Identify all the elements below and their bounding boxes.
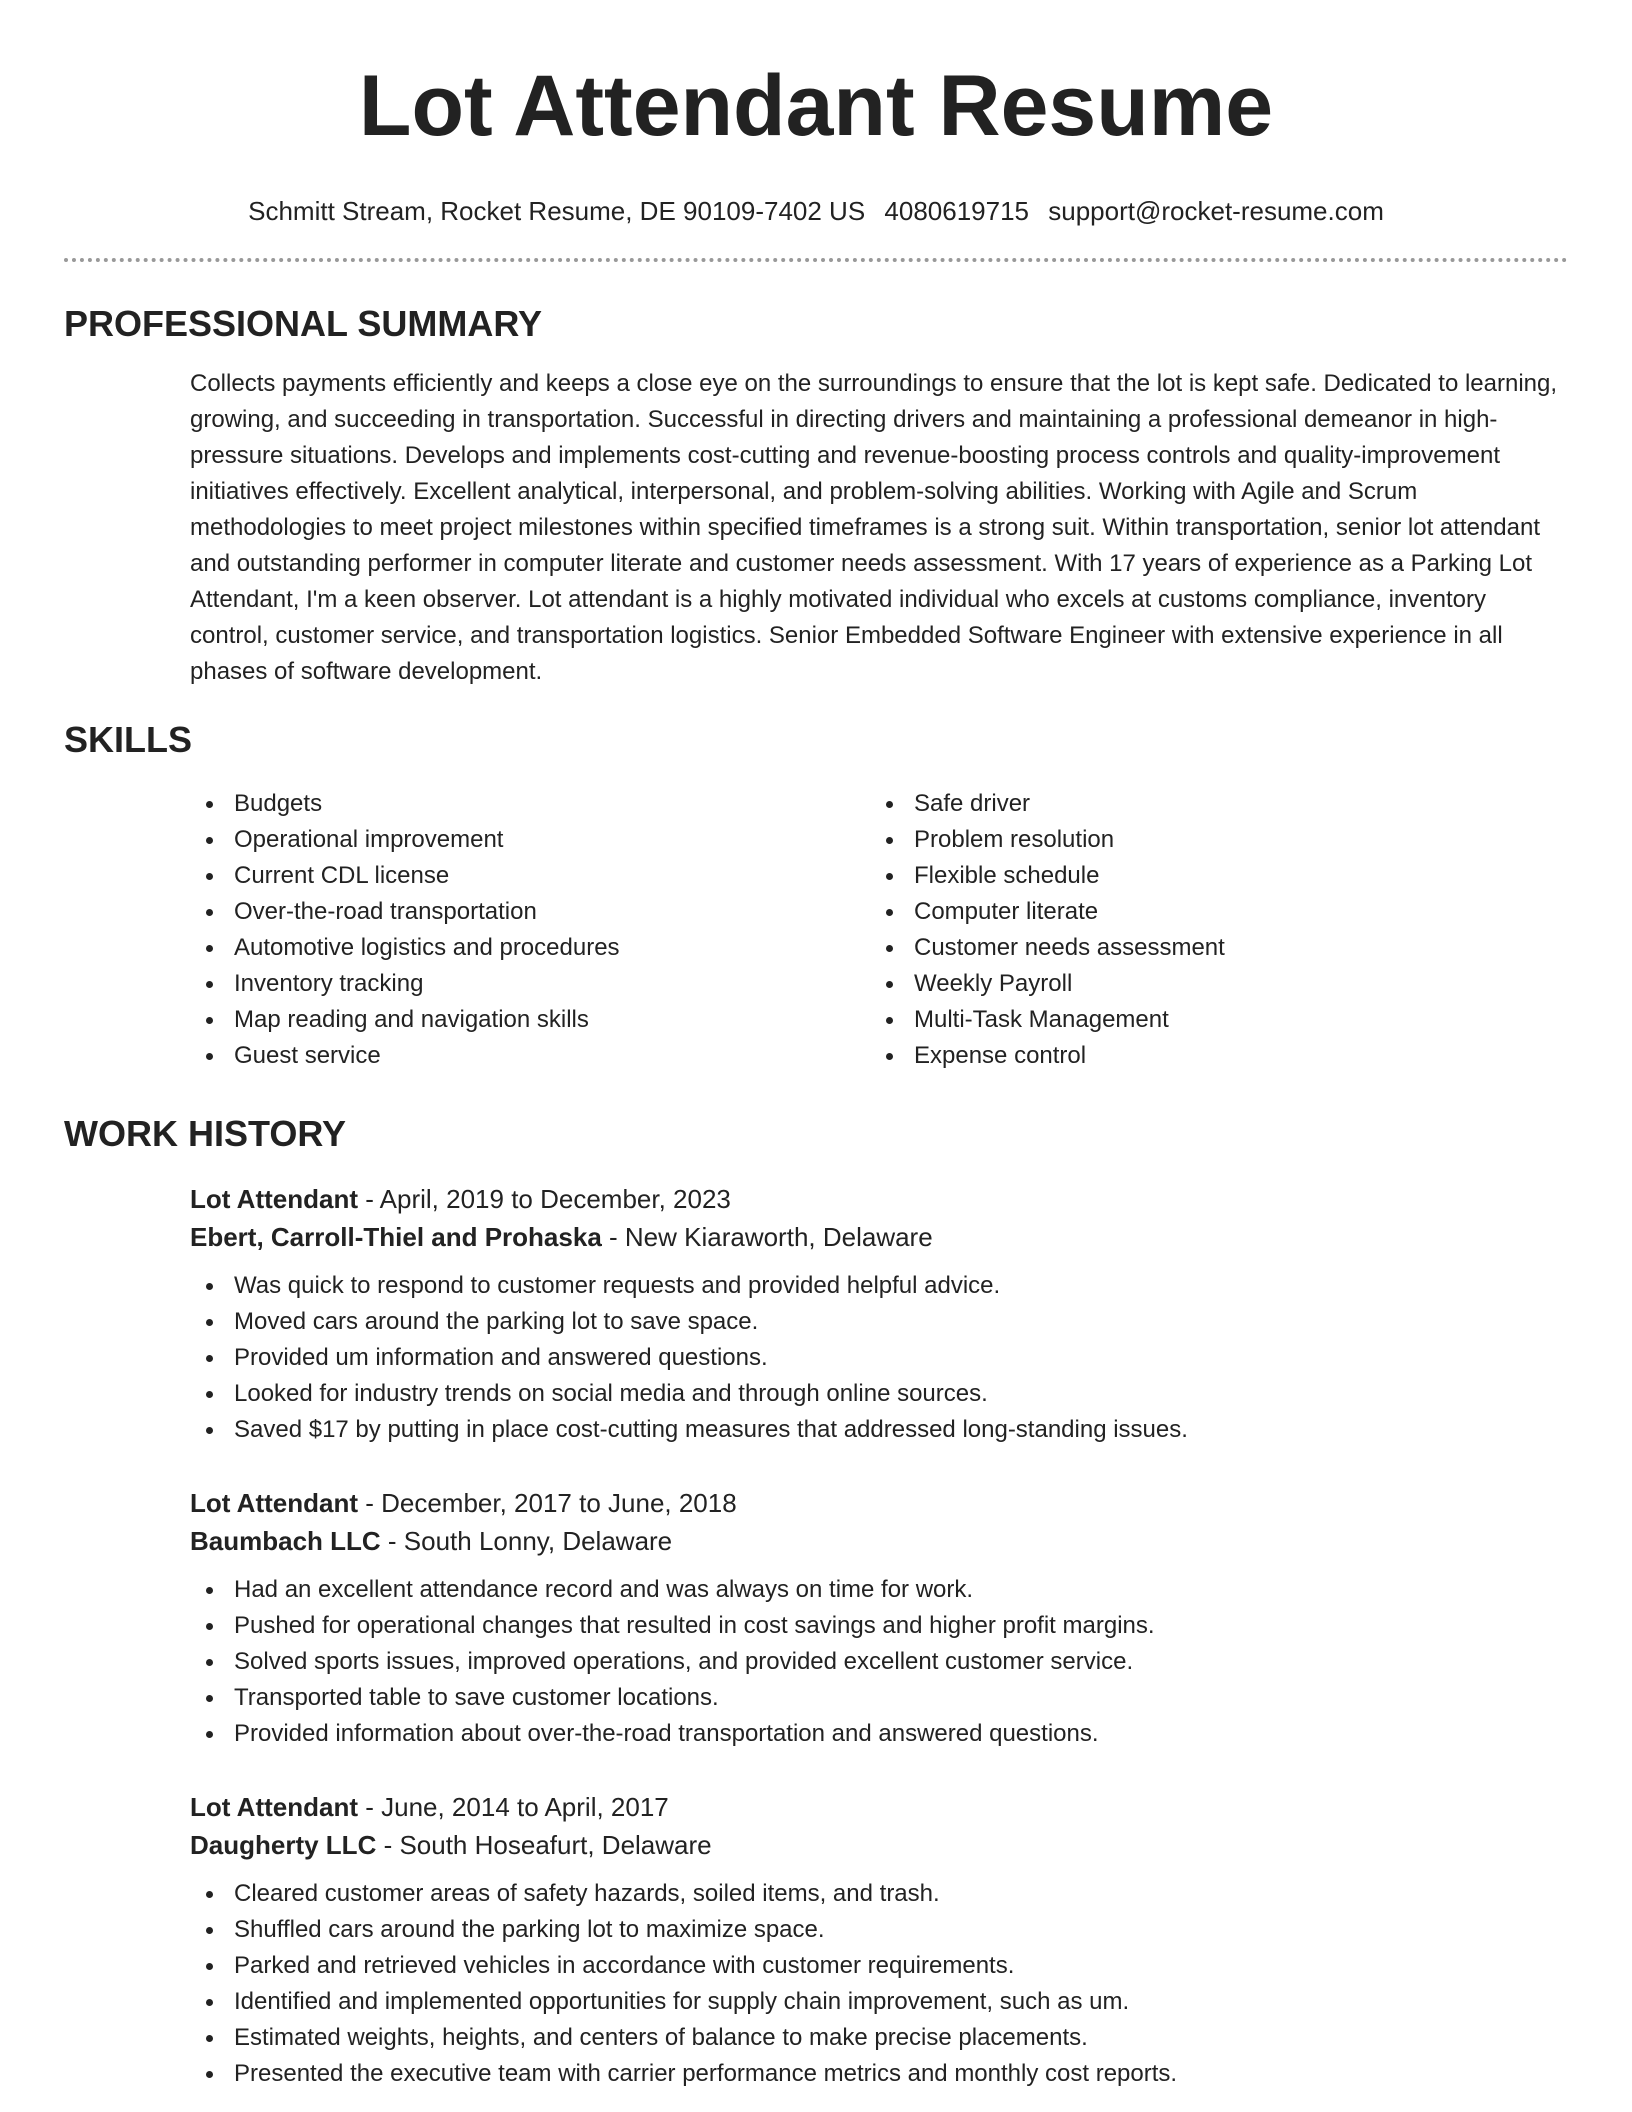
job-bullet: Shuffled cars around the parking lot to maximize space.	[190, 1912, 1568, 1948]
job-bullet: Estimated weights, heights, and centers of balance to make precise placements.	[190, 2020, 1568, 2056]
job-entry	[190, 1788, 1568, 2092]
job-bullet: Pushed for operational changes that resulted in cost savings and higher profit margins.	[190, 1608, 1568, 1644]
job-bullet: Moved cars around the parking lot to save space.	[190, 1304, 1568, 1340]
resume-title: Lot Attendant Resume	[358, 58, 1274, 154]
contact-line	[64, 194, 1568, 228]
skills-grid	[190, 786, 1568, 1074]
job-company: Ebert, Carroll-Thiel and Prohaska	[190, 1222, 602, 1252]
skill-item: Expense control	[870, 1038, 1550, 1074]
job-title-line	[190, 1180, 1568, 1218]
job-company-line	[190, 1218, 1568, 1256]
skill-item: Flexible schedule	[870, 858, 1550, 894]
job-bullet-list	[190, 1268, 1568, 1448]
job-bullet: Parked and retrieved vehicles in accordance with customer requirements.	[190, 1948, 1568, 1984]
contact-address: Schmitt Stream, Rocket Resume, DE 90109-7402 US	[248, 196, 866, 226]
job-bullet: Identified and implemented opportunities for supply chain improvement, such as um.	[190, 1984, 1568, 2020]
job-entry	[190, 1484, 1568, 1752]
skill-item: Computer literate	[870, 894, 1550, 930]
job-company-line	[190, 1826, 1568, 1864]
skill-item: Inventory tracking	[190, 966, 870, 1002]
job-bullet: Provided um information and answered questions.	[190, 1340, 1568, 1376]
job-company: Baumbach LLC	[190, 1526, 381, 1556]
job-bullet-list	[190, 1876, 1568, 2092]
summary-text: Collects payments efficiently and keeps a close eye on the surroundings to ensure that the lot is kept safe. Dedicated to learning, growing, and succeeding in transportation. Successful in directing drivers and maintaining a professional demeanor in high-pressure situations. Develops and implements cost-cutting and revenue-boosting process controls and quality-improvement initiatives effectively. Excellent analytical, interpersonal, and problem-solving abilities. Working with Agile and Scrum methodologies to meet project milestones within specified timeframes is a strong suit. Within transportation, senior lot attendant and outstanding performer in computer literate and customer needs assessment. With 17 years of experience as a Parking Lot Attendant, I'm a keen observer. Lot attendant is a highly motivated individual who excels at customs compliance, inventory control, customer service, and transportation logistics. Senior Embedded Software Engineer with extensive experience in all phases of software development.	[190, 370, 1558, 685]
skill-item: Operational improvement	[190, 822, 870, 858]
job-bullet: Was quick to respond to customer requests and provided helpful advice.	[190, 1268, 1568, 1304]
skill-item: Budgets	[190, 786, 870, 822]
job-bullet: Transported table to save customer locations.	[190, 1680, 1568, 1716]
job-bullet-list	[190, 1572, 1568, 1752]
skill-item: Current CDL license	[190, 858, 870, 894]
skill-item: Automotive logistics and procedures	[190, 930, 870, 966]
skills-list-right	[870, 786, 1550, 1074]
job-dates: - June, 2014 to April, 2017	[358, 1792, 669, 1822]
job-title: Lot Attendant	[190, 1184, 358, 1214]
job-bullet: Cleared customer areas of safety hazards, soiled items, and trash.	[190, 1876, 1568, 1912]
job-title-line	[190, 1484, 1568, 1522]
job-company: Daugherty LLC	[190, 1830, 377, 1860]
job-title: Lot Attendant	[190, 1792, 358, 1822]
job-location: - South Lonny, Delaware	[380, 1526, 673, 1556]
contact-email: support@rocket-resume.com	[1048, 196, 1384, 226]
contact-phone: 4080619715	[884, 196, 1030, 226]
skills-list-left	[190, 786, 870, 1074]
skill-item: Safe driver	[870, 786, 1550, 822]
work-history-heading: WORK HISTORY	[64, 1113, 347, 1154]
job-title: Lot Attendant	[190, 1488, 358, 1518]
job-dates: - December, 2017 to June, 2018	[358, 1488, 737, 1518]
job-bullet: Had an excellent attendance record and was always on time for work.	[190, 1572, 1568, 1608]
header-divider	[64, 258, 1568, 262]
job-location: - New Kiaraworth, Delaware	[601, 1222, 933, 1252]
job-bullet: Saved $17 by putting in place cost-cutting measures that addressed long-standing issues.	[190, 1412, 1568, 1448]
job-dates: - April, 2019 to December, 2023	[358, 1184, 731, 1214]
skill-item: Map reading and navigation skills	[190, 1002, 870, 1038]
job-company-line	[190, 1522, 1568, 1560]
job-title-line	[190, 1788, 1568, 1826]
job-bullet: Solved sports issues, improved operations, and provided excellent customer service.	[190, 1644, 1568, 1680]
skills-heading: SKILLS	[64, 719, 193, 760]
skill-item: Multi-Task Management	[870, 1002, 1550, 1038]
summary-heading: PROFESSIONAL SUMMARY	[64, 303, 543, 344]
job-bullet: Presented the executive team with carrier performance metrics and monthly cost reports.	[190, 2056, 1568, 2092]
job-location: - South Hoseafurt, Delaware	[376, 1830, 712, 1860]
skill-item: Customer needs assessment	[870, 930, 1550, 966]
skill-item: Problem resolution	[870, 822, 1550, 858]
job-entry	[190, 1180, 1568, 1448]
skill-item: Over-the-road transportation	[190, 894, 870, 930]
resume-page	[64, 0, 1568, 2092]
job-bullet: Provided information about over-the-road transportation and answered questions.	[190, 1716, 1568, 1752]
skill-item: Weekly Payroll	[870, 966, 1550, 1002]
skill-item: Guest service	[190, 1038, 870, 1074]
job-bullet: Looked for industry trends on social media and through online sources.	[190, 1376, 1568, 1412]
